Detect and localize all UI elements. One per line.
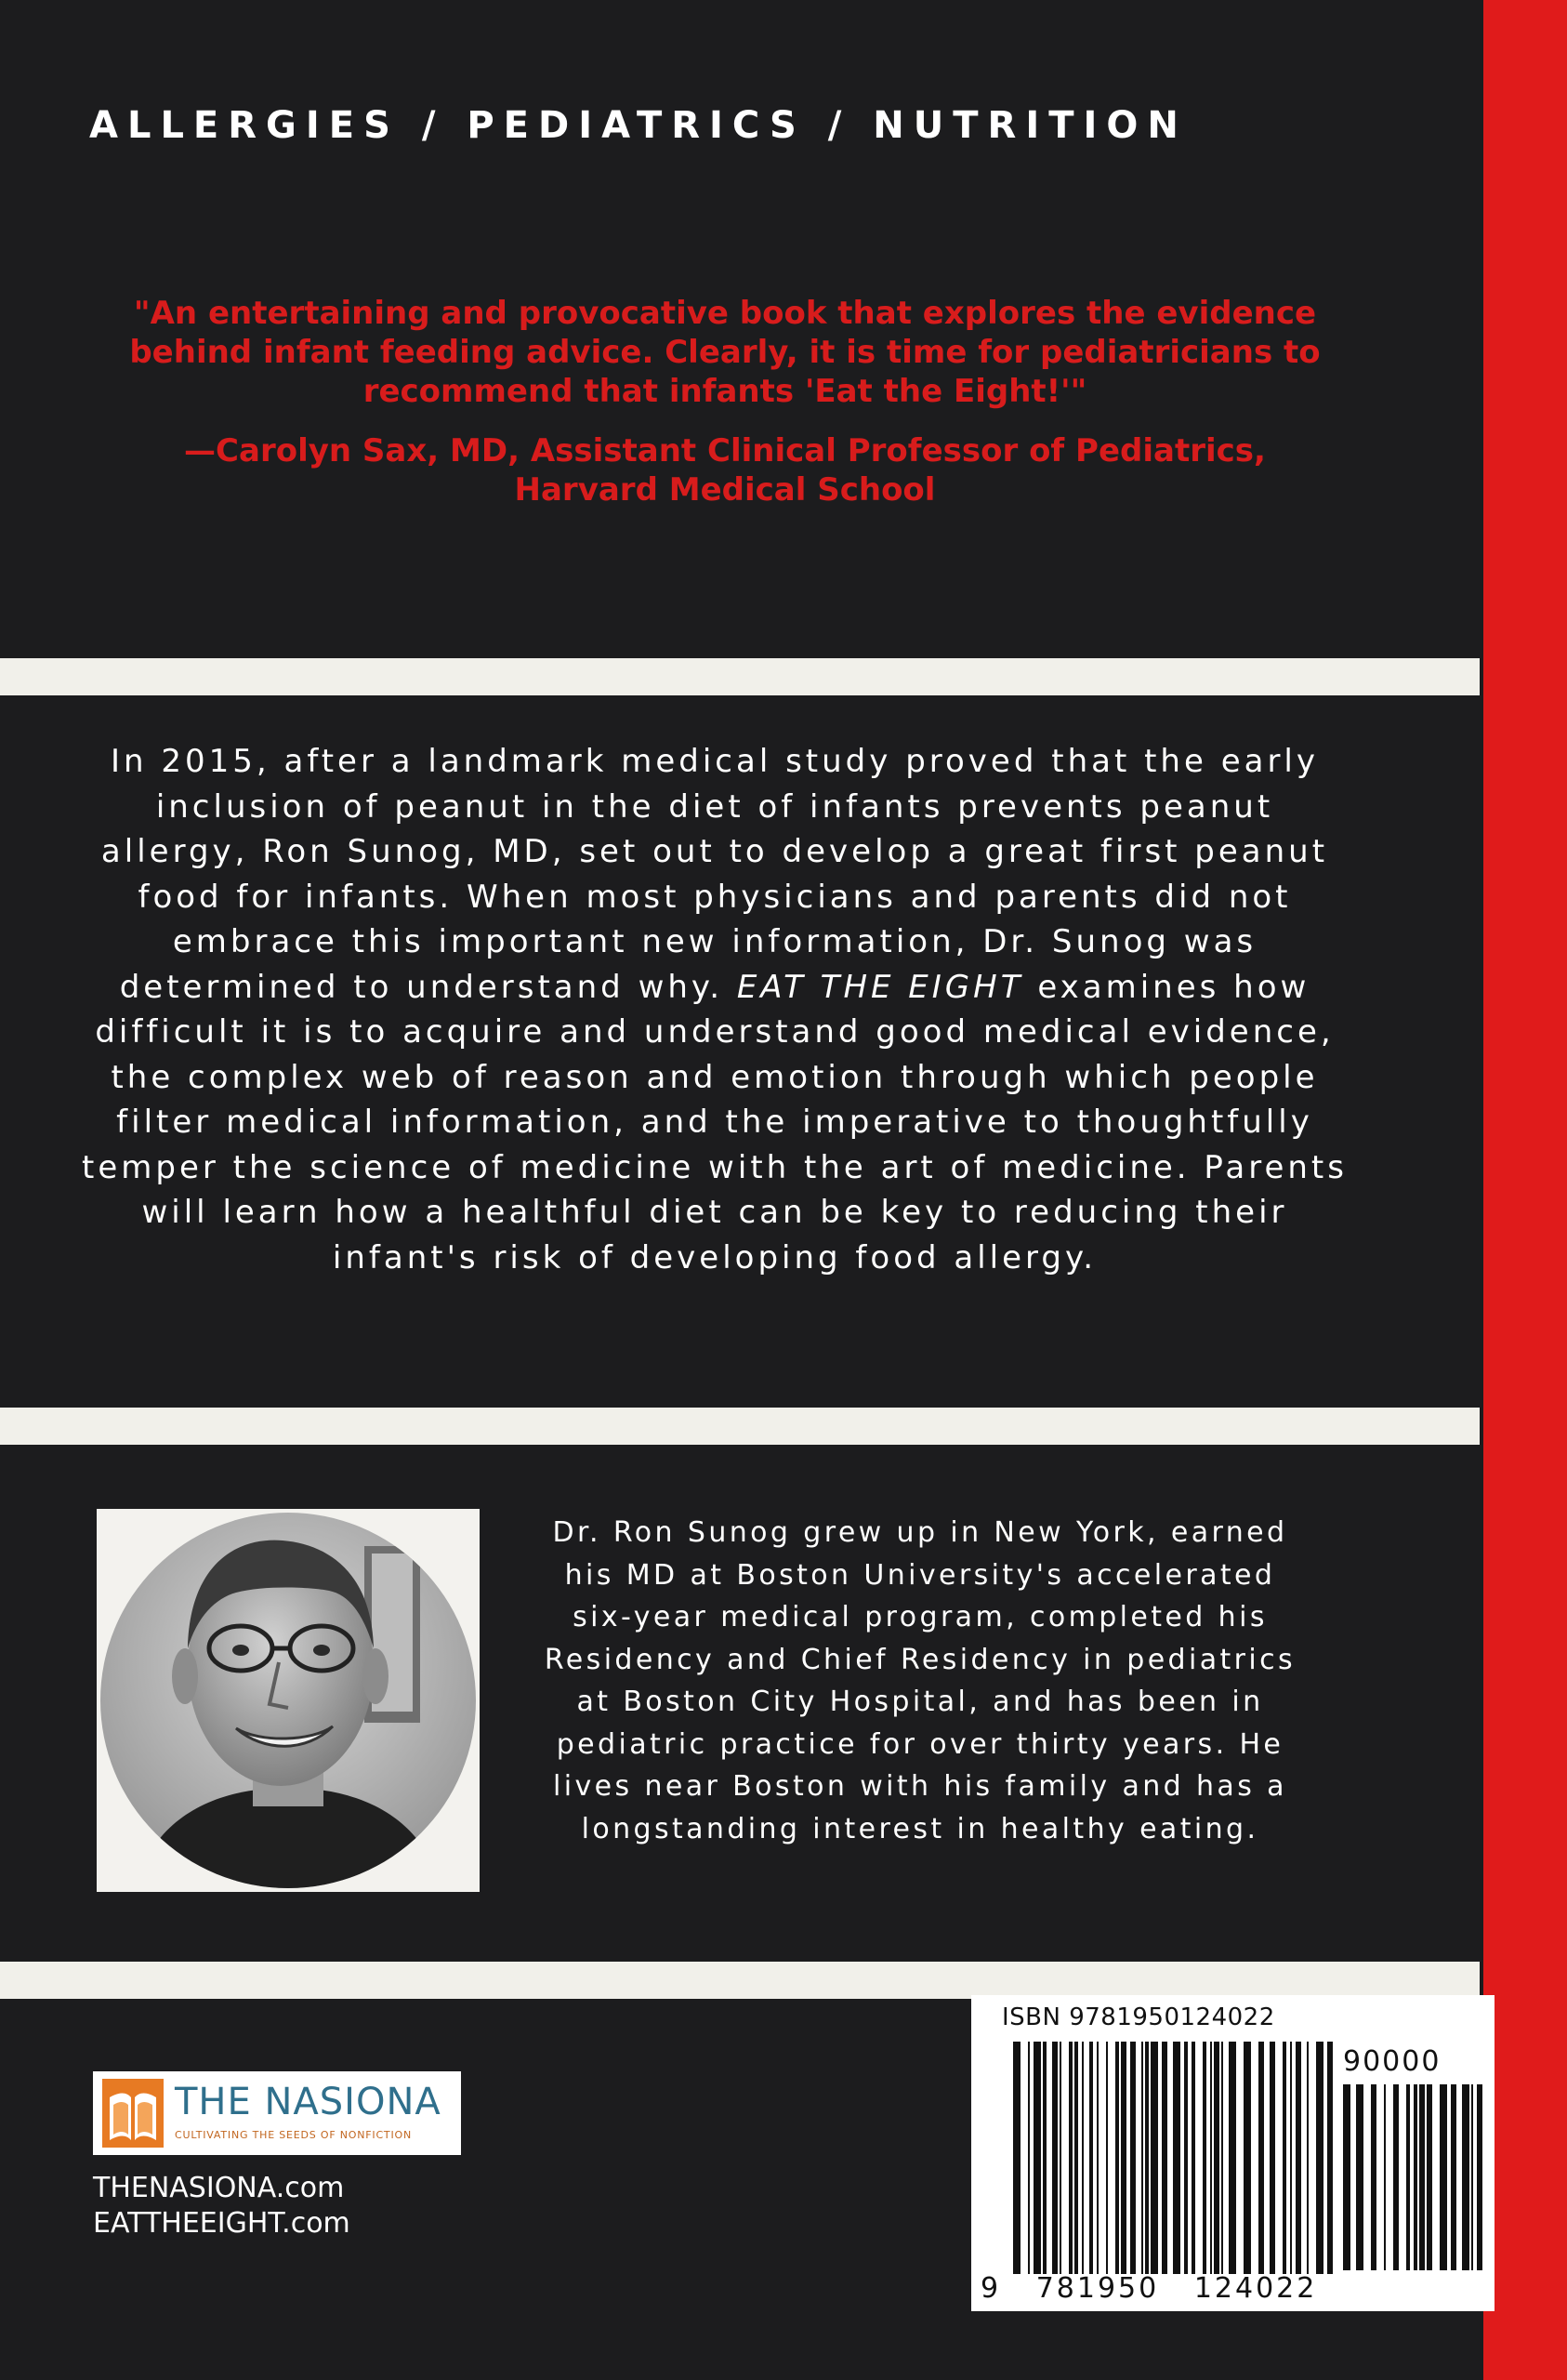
attribution-line: Harvard Medical School — [514, 471, 936, 509]
website-link[interactable]: EATTHEEIGHT.com — [93, 2207, 350, 2240]
barcode-label — [971, 1995, 1495, 2311]
red-spine-edge — [1483, 0, 1567, 2380]
barcode-digits: 9 781950 124022 — [981, 2272, 1318, 2305]
website-link[interactable]: THENASIONA.com — [93, 2172, 345, 2204]
publisher-tagline: CULTIVATING THE SEEDS OF NONFICTION — [175, 2129, 412, 2141]
description-text-part-2: examines how difficult it is to acquire and understand good medical evidence, the complex web of reason and emotion through which people filter medical information, and the imperative to thoughtfully temper the science of medicine with the art of medicine. Parents will learn how a healthful diet can be key to reducing their infant's risk of developing food allergy. — [82, 968, 1348, 1276]
publisher-name: THE NASIONA — [175, 2081, 441, 2123]
barcode — [1013, 2042, 1334, 2274]
divider-band-1 — [0, 658, 1480, 695]
category-heading: ALLERGIES / PEDIATRICS / NUTRITION — [89, 104, 1188, 147]
author-photo — [97, 1509, 480, 1892]
author-bio: Dr. Ron Sunog grew up in New York, earned his MD at Boston University's accelerated six-year medical program, completed his Residency and Chief Residency in pediatrics at Boston City Hospital, and has been in pediatric practice for over thirty years. He lives near Boston with his family and has a longstanding interest in healthy eating. — [544, 1516, 1297, 1845]
isbn-text: ISBN 9781950124022 — [1002, 2003, 1275, 2031]
endorsement-quote — [102, 294, 1348, 509]
publisher-leaf-logo-icon — [102, 2079, 164, 2148]
quote-line: "An entertaining and provocative book that explores the evidence — [133, 295, 1317, 332]
book-description — [78, 739, 1351, 1280]
attribution-line: —Carolyn Sax, MD, Assistant Clinical Professor of Pediatrics, — [184, 432, 1266, 469]
quote-line: behind infant feeding advice. Clearly, it is time for pediatricians to — [129, 334, 1321, 371]
book-title-inline: EAT THE EIGHT — [736, 968, 1024, 1006]
quote-line: recommend that infants 'Eat the Eight!'" — [362, 373, 1087, 410]
quote-attribution — [102, 431, 1348, 509]
divider-band-2 — [0, 1408, 1480, 1445]
publisher-logo — [93, 2071, 461, 2155]
price-code: 90000 — [1343, 2045, 1442, 2078]
description-text-part-1: In 2015, after a landmark medical study proved that the early inclusion of peanut in the diet of infants prevents peanut allergy, Ron Sunog, MD, set out to develop a great first peanut food for infants. When most physicians and parents did not embrace this important new information, Dr. Sunog was determined to understand why. — [100, 743, 1329, 1006]
barcode-addon — [1343, 2084, 1482, 2270]
quote-text — [102, 294, 1348, 411]
website-links — [93, 2171, 350, 2241]
divider-band-3 — [0, 1962, 1480, 1999]
